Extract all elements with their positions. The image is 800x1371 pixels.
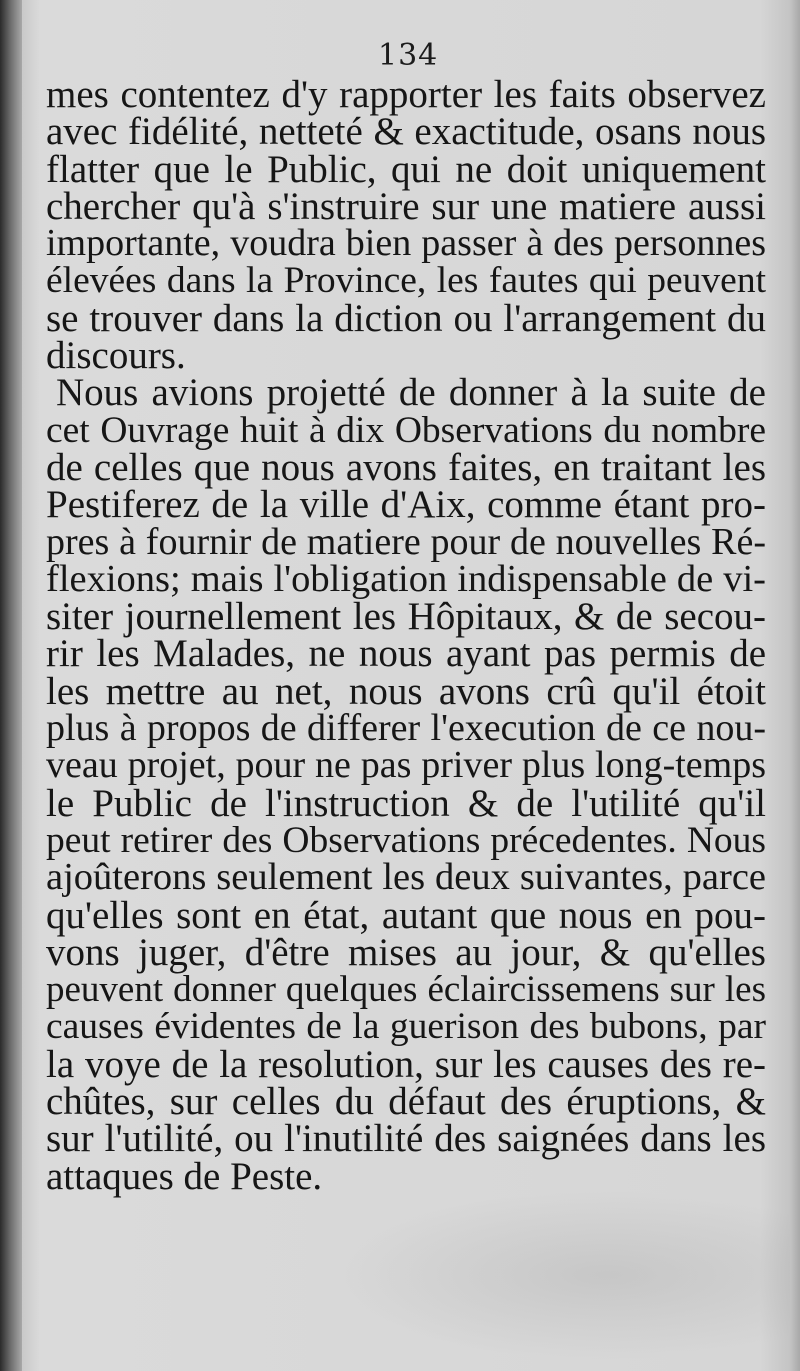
text-line: plus à propos de differer l'execution de ce nou- (46, 707, 766, 750)
text-line: le Public de l'instruction & de l'utilité qu'il (46, 781, 766, 825)
text-line: peuvent donner quelques éclaircissemens sur les (46, 969, 766, 1011)
text-line: siter journellement les Hôpitaux, & de secou- (46, 595, 766, 639)
text-line: chercher qu'à s'instruire sur une matiere aussi (46, 184, 766, 228)
text-line: se trouver dans la diction ou l'arrangement du (46, 296, 766, 340)
text-line: peut retirer des Observations précedentes. Nous (46, 819, 766, 861)
text-line: ajoûterons seulement les deux suivantes, parce (46, 856, 766, 899)
text-line: Nous avions projetté de donner à la suite de (56, 371, 766, 415)
text-line: importante, voudra bien passer à des personnes (46, 222, 766, 265)
text-line: élevées dans la Province, les fautes qui peuvent (46, 260, 766, 302)
text-line: cet Ouvrage huit à dix Observations du nombre (46, 409, 766, 451)
text-line: mes contentez d'y rapporter les faits observez (46, 73, 766, 116)
text-line: flexions; mais l'obligation indispensable de vi- (46, 557, 766, 600)
show-through-bleed (330, 1190, 790, 1360)
text-line: attaques de Peste. (46, 1154, 323, 1198)
text-line: flatter que le Public, qui ne doit uniquement (46, 147, 766, 191)
page-gutter-shadow (0, 0, 22, 1371)
text-line: les mettre au net, nous avons crû qu'il étoit (46, 669, 766, 713)
text-line: pres à fournir de matiere pour de nouvelles Ré- (46, 520, 766, 563)
text-line: discours. (46, 334, 186, 378)
text-line: Pestiferez de la ville d'Aix, comme étant pro- (46, 483, 766, 527)
text-line: avec fidélité, netteté & exactitude, osans nous (46, 110, 766, 154)
text-line: de celles que nous avons faites, en traitant les (46, 445, 766, 489)
text-line: causes évidentes de la guerison des bubons, par (46, 1006, 766, 1048)
text-line: vons juger, d'être mises au jour, & qu'elles (46, 930, 766, 974)
text-line: veau projet, pour ne pas priver plus long-temps (46, 744, 766, 787)
text-line: la voye de la resolution, sur les causes des re- (46, 1042, 766, 1086)
text-line: qu'elles sont en état, autant que nous en pou- (46, 893, 766, 937)
body-text (46, 73, 766, 1198)
text-line: chûtes, sur celles du défaut des éruptions, & (46, 1080, 766, 1124)
page-number: 134 (378, 38, 439, 73)
text-line: sur l'utilité, ou l'inutilité des saignées dans les (46, 1117, 766, 1161)
text-line: rir les Malades, ne nous ayant pas permis de (46, 632, 766, 676)
